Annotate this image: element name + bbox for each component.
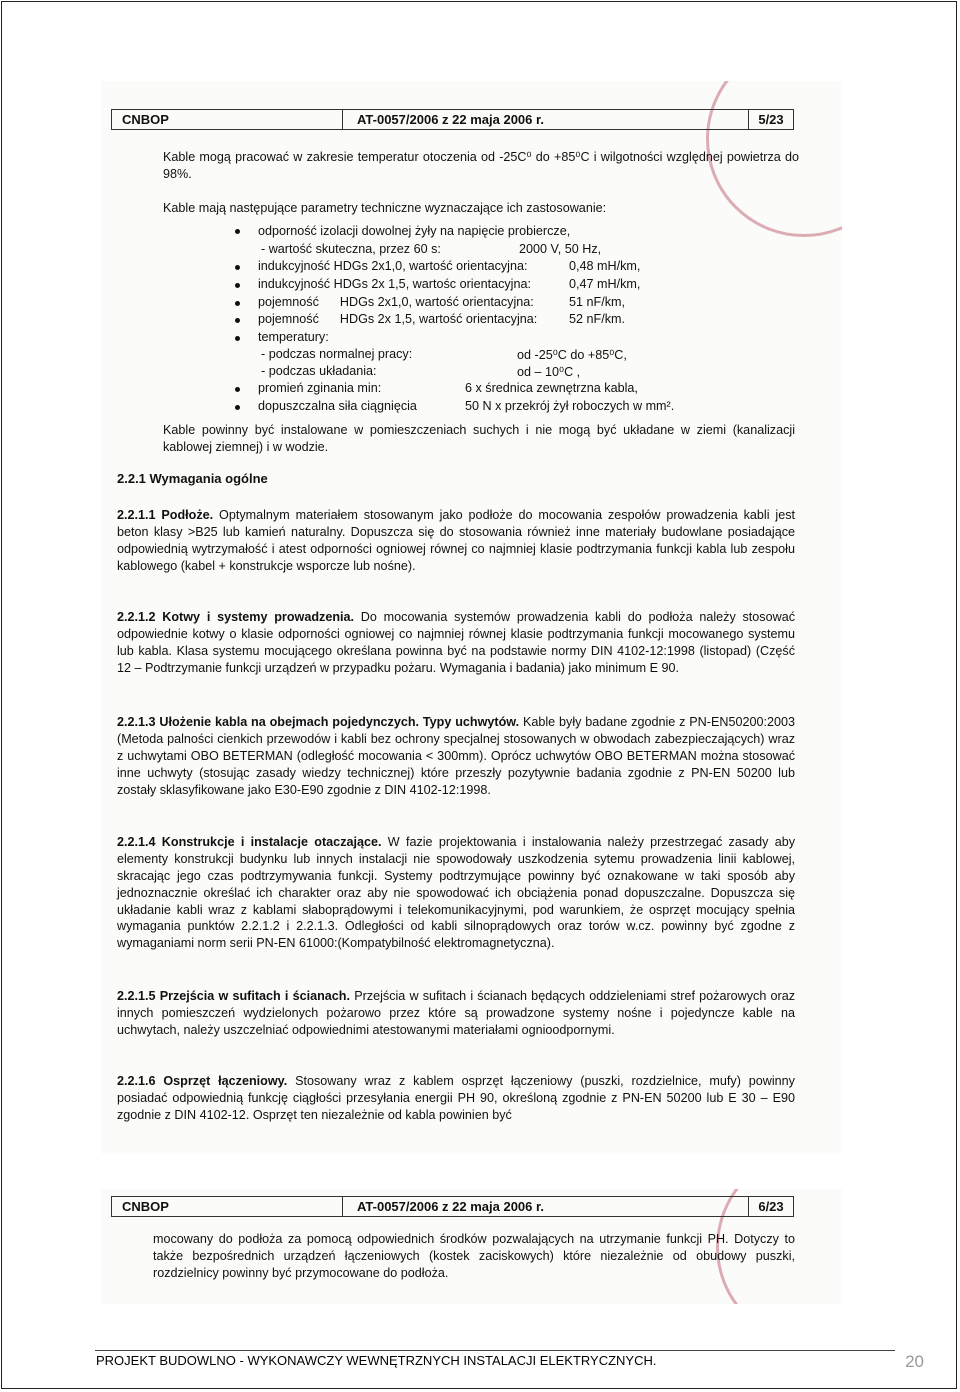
bullet: [235, 301, 240, 306]
header-certificate: AT-0057/2006 z 22 maja 2006 r.: [343, 110, 749, 129]
bullet: [235, 336, 240, 341]
subsection-text: Kable były badane zgodnie z PN-EN50200:2003 (Metoda palności cienkich przewodów i kabli bez ochrony specjalnej stosowanych w obwodach zabezpieczających) wraz z uchwytami OBO BETERMAN (odległość mocowania < 300mm). Oprócz uchwytów OBO BETERMAN można stosować inne uchwyty (stosując zasady wiedzy technicznej) które przeszły pozytywnie badania zgodnie z PN-EN 50200 lub zostały sklasyfikowane jako E30-E90 zgodnie z DIN 4102-12:1998.: [117, 715, 795, 797]
subsection-title: 2.2.1.6 Osprzęt łączeniowy.: [117, 1074, 288, 1088]
certificate-header: [111, 1196, 794, 1217]
params-intro: Kable mają następujące parametry techniczne wyznaczające ich zastosowanie:: [163, 201, 607, 215]
param-label: - podczas układania:: [261, 364, 377, 378]
header-org: CNBOP: [112, 110, 343, 129]
param-value: od -25⁰C do +85⁰C,: [517, 348, 627, 362]
footer-divider: [95, 1350, 895, 1351]
param-value: 6 x średnica zewnętrzna kabla,: [465, 381, 638, 395]
param-label: - podczas normalnej pracy:: [261, 347, 413, 361]
document-footer: PROJEKT BUDOWLNO - WYKONAWCZY WEWNĘTRZNYCH INSTALACJI ELEKTRYCZNYCH.: [96, 1353, 657, 1368]
param-label: indukcyjność HDGs 2x1,0, wartość orientacyjna:: [258, 259, 528, 273]
subsection-title: 2.2.1.4 Konstrukcje i instalacje otaczające.: [117, 835, 382, 849]
param-value: 0,47 mH/km,: [569, 277, 641, 291]
scanned-certificate-page: [101, 81, 842, 1154]
subsection-title: 2.2.1.3 Ułożenie kabla na obejmach pojedynczych. Typy uchwytów.: [117, 715, 520, 729]
subsection-title: 2.2.1.2 Kotwy i systemy prowadzenia.: [117, 610, 355, 624]
header-page: 6/23: [758, 1199, 784, 1214]
section-2-2-1-1: [117, 507, 795, 575]
scanned-certificate-page-2: [101, 1189, 842, 1304]
bullet: [235, 387, 240, 392]
certificate-header: [111, 109, 794, 130]
param-label: - wartość skuteczna, przez 60 s:: [261, 242, 441, 256]
header-certificate: AT-0057/2006 z 22 maja 2006 r.: [343, 1197, 749, 1216]
continuation-text: mocowany do podłoża za pomocą odpowiednich środków pozwalających na utrzymanie funkcji PH. Dotyczy to także bezpośrednich urządzeń łączeniowych (kostek zaciskowych) które niezależnie od obudowy puszki, rozdzielnicy powinny być przymocowane do podłoża.: [153, 1232, 795, 1280]
section-2-2-1-4: [117, 834, 795, 952]
bullet: [235, 405, 240, 410]
param-label: dopuszczalna siła ciągnięcia: [258, 399, 417, 413]
param-label: promień zginania min:: [258, 381, 382, 395]
section-2-2-1-6: [117, 1073, 795, 1124]
param-label: odporność izolacji dowolnej żyły na napięcie probiercze,: [258, 224, 571, 238]
section-2-2-1-5: [117, 988, 795, 1039]
bullet: [235, 229, 240, 234]
header-org: CNBOP: [112, 1197, 343, 1216]
param-value: 52 nF/km.: [569, 312, 625, 326]
section-2-2-1-2: [117, 609, 795, 677]
subsection-text: Do mocowania systemów prowadzenia kabli do podłoża należy stosować odpowiednie kotwy o klasie odporności ogniowej co najmniej równej klasie podtrzymania funkcji mocowanego systemu lub kabla. Klasa systemu mocującego określana powinna być na podstawie normy DIN 4102-12:1998 (listopad) (Część 12 – Podtrzymanie funkcji urządzeń w przypadku pożaru. Wymagania i badania) jako minimum E 90.: [117, 610, 795, 675]
subsection-text: Optymalnym materiałem stosowanym jako podłoże do mocowania zespołów prowadzenia kabli jest beton klasy >B25 lub kamień naturalny. Dopuszcza się do stosowania również inne materiały budowlane posiadające odpowiednią wytrzymałość i atest odporności ogniowej równej co najmniej klasie podtrzymania funkcji kabla lub zespołu kablowego (kabel + konstrukcje wsporcze lub nośne).: [117, 508, 795, 573]
bullet: [235, 318, 240, 323]
section-2-2-1-3: [117, 714, 795, 798]
param-label: pojemność HDGs 2x1,0, wartość orientacyjna:: [258, 295, 534, 309]
param-label: pojemność HDGs 2x 1,5, wartość orientacyjna:: [258, 312, 538, 326]
intro-paragraph: Kable mogą pracować w zakresie temperatur otoczenia od -25C⁰ do +85⁰C i wilgotności względnej powietrza do 98%.: [163, 150, 799, 181]
param-value: od – 10⁰C ,: [517, 365, 581, 379]
subsection-text: Stosowany wraz z kablem osprzęt łączeniowy (puszki, rozdzielnice, mufy) powinny posiadać odpowiednią funkcję ciągłości przesyłania energii PH 90, określoną zgodnie z PN-EN 50200 lub E 30 – E90 zgodnie z DIN 4102-12. Osprzęt ten niezależnie od kabla powinien być: [117, 1074, 795, 1122]
param-label: temperatury:: [258, 330, 329, 344]
page-number: 20: [905, 1352, 924, 1371]
bullet: [235, 265, 240, 270]
param-value: 50 N x przekrój żył roboczych w mm².: [465, 399, 675, 413]
subsection-text: W fazie projektowania i instalowania należy przestrzegać zasady aby elementy konstrukcji budynku lub innych instalacji nie spowodowały uszkodzenia sytemu prowadzenia linii kablowej, skracając jego czas podtrzymywania funkcji. Systemy podtrzymujące powinny być oznakowane w taki sposób aby jednoznacznie określać ich charakter oraz aby nie spowodować ich obciążenia ponad dopuszczalne. Dopuszcza się układanie kabli wraz z kablami słaboprądowymi i telekomunikacyjnymi, pod warunkiem, że osprzęt mocujący spełnia wymagania punktów 2.2.1.2 i 2.2.1.3. Odległości od kabli silnoprądowych oraz torów w.cz. powinny być zgodne z wymaganiami norm serii PN-EN 61000:(Kompatybilność elektromagnetyczna).: [117, 835, 795, 951]
param-value: 51 nF/km,: [569, 295, 625, 309]
header-page: 5/23: [758, 112, 784, 127]
param-value: 0,48 mH/km,: [569, 259, 641, 273]
bullet: [235, 283, 240, 288]
param-label: indukcyjność HDGs 2x 1,5, wartośc orientacyjna:: [258, 277, 531, 291]
param-value: 2000 V, 50 Hz,: [519, 242, 602, 256]
section-title: 2.2.1 Wymagania ogólne: [117, 471, 268, 486]
subsection-text: Przejścia w sufitach i ścianach będących oddzieleniami stref pożarowych oraz innych pomieszczeń wydzielonych pożarowo przez które są prowadzone systemy nośne i pojedyncze kable na uchwytach, należy uszczelniać odpowiednimi atestowanymi materiałami ognioodpornymi.: [117, 989, 796, 1037]
subsection-title: 2.2.1.5 Przejścia w sufitach i ścianach.: [117, 989, 351, 1003]
installation-note: Kable powinny być instalowane w pomieszczeniach suchych i nie mogą być układane w ziemi (kanalizacji kablowej ziemnej) i w wodzie.: [163, 423, 795, 454]
subsection-title: 2.2.1.1 Podłoże.: [117, 508, 214, 522]
